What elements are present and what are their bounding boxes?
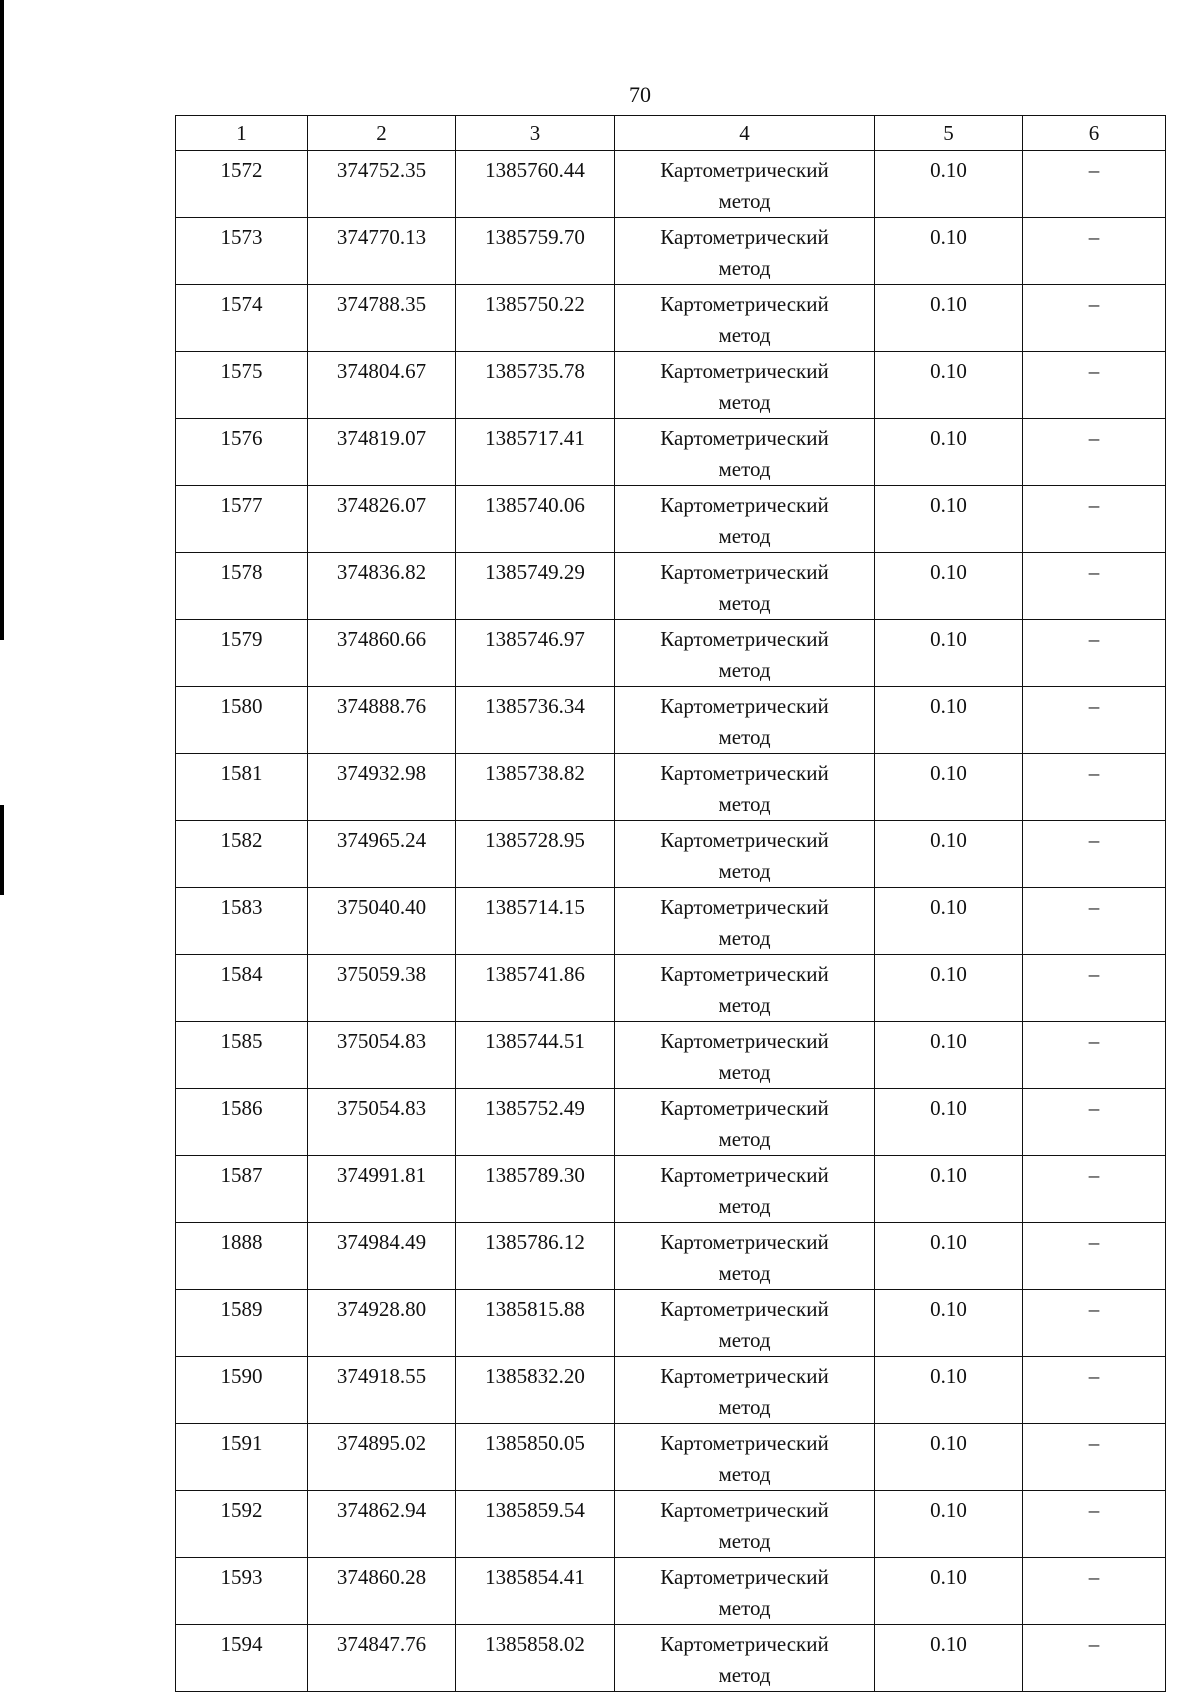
note-cell: –	[1023, 419, 1166, 486]
method-line-1: Картометрический	[660, 158, 829, 182]
table-row	[176, 1424, 1166, 1491]
table-row	[176, 1558, 1166, 1625]
accuracy-cell: 0.10	[875, 1022, 1023, 1089]
method-line-1: Картометрический	[660, 1565, 829, 1589]
x-coordinate-cell: 375059.38	[308, 955, 456, 1022]
method-line-1: Картометрический	[660, 761, 829, 785]
method-cell	[615, 1424, 875, 1491]
point-number-cell: 1576	[176, 419, 308, 486]
method-line-1: Картометрический	[660, 895, 829, 919]
x-coordinate-cell: 374804.67	[308, 352, 456, 419]
accuracy-cell: 0.10	[875, 1089, 1023, 1156]
method-cell	[615, 888, 875, 955]
method-line-1: Картометрический	[660, 1029, 829, 1053]
table-row	[176, 1357, 1166, 1424]
method-line-2: метод	[718, 1663, 771, 1687]
x-coordinate-cell: 374752.35	[308, 151, 456, 218]
x-coordinate-cell: 374932.98	[308, 754, 456, 821]
y-coordinate-cell: 1385815.88	[456, 1290, 615, 1357]
point-number-cell: 1585	[176, 1022, 308, 1089]
y-coordinate-cell: 1385858.02	[456, 1625, 615, 1692]
y-coordinate-cell: 1385850.05	[456, 1424, 615, 1491]
table-row	[176, 1290, 1166, 1357]
method-line-2: метод	[718, 1261, 771, 1285]
x-coordinate-cell: 374895.02	[308, 1424, 456, 1491]
point-number-cell: 1577	[176, 486, 308, 553]
note-cell: –	[1023, 285, 1166, 352]
column-header: 5	[875, 116, 1023, 151]
point-number-cell: 1574	[176, 285, 308, 352]
note-cell: –	[1023, 888, 1166, 955]
note-cell: –	[1023, 486, 1166, 553]
table-row	[176, 620, 1166, 687]
method-cell	[615, 754, 875, 821]
method-line-2: метод	[718, 390, 771, 414]
method-line-2: метод	[718, 591, 771, 615]
method-cell	[615, 1558, 875, 1625]
method-line-2: метод	[718, 1462, 771, 1486]
method-line-2: метод	[718, 189, 771, 213]
accuracy-cell: 0.10	[875, 888, 1023, 955]
method-line-2: метод	[718, 1596, 771, 1620]
accuracy-cell: 0.10	[875, 352, 1023, 419]
method-line-1: Картометрический	[660, 1163, 829, 1187]
table-row	[176, 821, 1166, 888]
method-cell	[615, 1625, 875, 1692]
point-number-cell: 1592	[176, 1491, 308, 1558]
method-line-2: метод	[718, 993, 771, 1017]
method-cell	[615, 821, 875, 888]
method-line-2: метод	[718, 457, 771, 481]
method-cell	[615, 955, 875, 1022]
x-coordinate-cell: 374862.94	[308, 1491, 456, 1558]
accuracy-cell: 0.10	[875, 821, 1023, 888]
accuracy-cell: 0.10	[875, 553, 1023, 620]
point-number-cell: 1579	[176, 620, 308, 687]
note-cell: –	[1023, 1491, 1166, 1558]
accuracy-cell: 0.10	[875, 218, 1023, 285]
accuracy-cell: 0.10	[875, 151, 1023, 218]
method-cell	[615, 285, 875, 352]
point-number-cell: 1591	[176, 1424, 308, 1491]
x-coordinate-cell: 375054.83	[308, 1022, 456, 1089]
point-number-cell: 1590	[176, 1357, 308, 1424]
y-coordinate-cell: 1385740.06	[456, 486, 615, 553]
accuracy-cell: 0.10	[875, 1357, 1023, 1424]
x-coordinate-cell: 375054.83	[308, 1089, 456, 1156]
y-coordinate-cell: 1385759.70	[456, 218, 615, 285]
table-header-row	[176, 116, 1166, 151]
y-coordinate-cell: 1385752.49	[456, 1089, 615, 1156]
y-coordinate-cell: 1385832.20	[456, 1357, 615, 1424]
method-line-1: Картометрический	[660, 962, 829, 986]
method-cell	[615, 151, 875, 218]
point-number-cell: 1581	[176, 754, 308, 821]
method-line-1: Картометрический	[660, 1431, 829, 1455]
note-cell: –	[1023, 1357, 1166, 1424]
x-coordinate-cell: 374770.13	[308, 218, 456, 285]
table-row	[176, 1491, 1166, 1558]
method-cell	[615, 1290, 875, 1357]
accuracy-cell: 0.10	[875, 687, 1023, 754]
note-cell: –	[1023, 352, 1166, 419]
x-coordinate-cell: 374826.07	[308, 486, 456, 553]
note-cell: –	[1023, 1022, 1166, 1089]
point-number-cell: 1580	[176, 687, 308, 754]
y-coordinate-cell: 1385760.44	[456, 151, 615, 218]
x-coordinate-cell: 374991.81	[308, 1156, 456, 1223]
method-cell	[615, 218, 875, 285]
method-line-1: Картометрический	[660, 225, 829, 249]
method-line-1: Картометрический	[660, 1096, 829, 1120]
point-number-cell: 1584	[176, 955, 308, 1022]
accuracy-cell: 0.10	[875, 1558, 1023, 1625]
column-header: 4	[615, 116, 875, 151]
column-header: 2	[308, 116, 456, 151]
y-coordinate-cell: 1385749.29	[456, 553, 615, 620]
point-number-cell: 1587	[176, 1156, 308, 1223]
accuracy-cell: 0.10	[875, 486, 1023, 553]
method-line-1: Картометрический	[660, 1364, 829, 1388]
note-cell: –	[1023, 754, 1166, 821]
point-number-cell: 1586	[176, 1089, 308, 1156]
y-coordinate-cell: 1385744.51	[456, 1022, 615, 1089]
x-coordinate-cell: 375040.40	[308, 888, 456, 955]
method-line-1: Картометрический	[660, 828, 829, 852]
note-cell: –	[1023, 1089, 1166, 1156]
y-coordinate-cell: 1385736.34	[456, 687, 615, 754]
method-line-2: метод	[718, 926, 771, 950]
x-coordinate-cell: 374847.76	[308, 1625, 456, 1692]
method-cell	[615, 1156, 875, 1223]
table-row	[176, 1022, 1166, 1089]
accuracy-cell: 0.10	[875, 1156, 1023, 1223]
note-cell: –	[1023, 218, 1166, 285]
method-line-1: Картометрический	[660, 560, 829, 584]
method-line-2: метод	[718, 859, 771, 883]
y-coordinate-cell: 1385859.54	[456, 1491, 615, 1558]
method-cell	[615, 1223, 875, 1290]
point-number-cell: 1594	[176, 1625, 308, 1692]
note-cell: –	[1023, 1290, 1166, 1357]
accuracy-cell: 0.10	[875, 285, 1023, 352]
method-line-1: Картометрический	[660, 1632, 829, 1656]
table-row	[176, 687, 1166, 754]
method-line-2: метод	[718, 323, 771, 347]
method-cell	[615, 620, 875, 687]
method-line-2: метод	[718, 1529, 771, 1553]
x-coordinate-cell: 374836.82	[308, 553, 456, 620]
method-cell	[615, 1089, 875, 1156]
point-number-cell: 1572	[176, 151, 308, 218]
y-coordinate-cell: 1385714.15	[456, 888, 615, 955]
point-number-cell: 1582	[176, 821, 308, 888]
table-row	[176, 352, 1166, 419]
column-header: 6	[1023, 116, 1166, 151]
accuracy-cell: 0.10	[875, 754, 1023, 821]
coordinates-table	[175, 115, 1166, 1692]
note-cell: –	[1023, 1424, 1166, 1491]
x-coordinate-cell: 374788.35	[308, 285, 456, 352]
x-coordinate-cell: 374860.28	[308, 1558, 456, 1625]
note-cell: –	[1023, 1558, 1166, 1625]
point-number-cell: 1583	[176, 888, 308, 955]
note-cell: –	[1023, 1223, 1166, 1290]
method-line-2: метод	[718, 725, 771, 749]
table-row	[176, 1625, 1166, 1692]
table-row	[176, 754, 1166, 821]
table-row	[176, 151, 1166, 218]
y-coordinate-cell: 1385717.41	[456, 419, 615, 486]
scan-edge-mark	[0, 805, 4, 895]
y-coordinate-cell: 1385728.95	[456, 821, 615, 888]
method-line-1: Картометрический	[660, 426, 829, 450]
method-cell	[615, 687, 875, 754]
accuracy-cell: 0.10	[875, 1223, 1023, 1290]
table-row	[176, 553, 1166, 620]
table-row	[176, 285, 1166, 352]
accuracy-cell: 0.10	[875, 1290, 1023, 1357]
method-cell	[615, 1357, 875, 1424]
accuracy-cell: 0.10	[875, 620, 1023, 687]
method-line-2: метод	[718, 792, 771, 816]
point-number-cell: 1589	[176, 1290, 308, 1357]
y-coordinate-cell: 1385786.12	[456, 1223, 615, 1290]
method-line-1: Картометрический	[660, 359, 829, 383]
method-line-2: метод	[718, 1127, 771, 1151]
table-row	[176, 1089, 1166, 1156]
method-line-1: Картометрический	[660, 292, 829, 316]
method-line-1: Картометрический	[660, 1297, 829, 1321]
point-number-cell: 1593	[176, 1558, 308, 1625]
table-row	[176, 486, 1166, 553]
method-line-1: Картометрический	[660, 1230, 829, 1254]
accuracy-cell: 0.10	[875, 1424, 1023, 1491]
note-cell: –	[1023, 1156, 1166, 1223]
x-coordinate-cell: 374984.49	[308, 1223, 456, 1290]
method-line-2: метод	[718, 1060, 771, 1084]
note-cell: –	[1023, 620, 1166, 687]
method-line-2: метод	[718, 1328, 771, 1352]
y-coordinate-cell: 1385741.86	[456, 955, 615, 1022]
note-cell: –	[1023, 821, 1166, 888]
y-coordinate-cell: 1385750.22	[456, 285, 615, 352]
note-cell: –	[1023, 1625, 1166, 1692]
table-row	[176, 419, 1166, 486]
point-number-cell: 1575	[176, 352, 308, 419]
method-cell	[615, 419, 875, 486]
y-coordinate-cell: 1385735.78	[456, 352, 615, 419]
column-header: 1	[176, 116, 308, 151]
x-coordinate-cell: 374928.80	[308, 1290, 456, 1357]
method-cell	[615, 553, 875, 620]
accuracy-cell: 0.10	[875, 955, 1023, 1022]
method-cell	[615, 486, 875, 553]
note-cell: –	[1023, 955, 1166, 1022]
y-coordinate-cell: 1385854.41	[456, 1558, 615, 1625]
point-number-cell: 1578	[176, 553, 308, 620]
y-coordinate-cell: 1385789.30	[456, 1156, 615, 1223]
column-header: 3	[456, 116, 615, 151]
x-coordinate-cell: 374860.66	[308, 620, 456, 687]
method-line-2: метод	[718, 1194, 771, 1218]
accuracy-cell: 0.10	[875, 1491, 1023, 1558]
table-row	[176, 888, 1166, 955]
x-coordinate-cell: 374918.55	[308, 1357, 456, 1424]
note-cell: –	[1023, 553, 1166, 620]
method-cell	[615, 352, 875, 419]
table-row	[176, 1223, 1166, 1290]
accuracy-cell: 0.10	[875, 1625, 1023, 1692]
y-coordinate-cell: 1385746.97	[456, 620, 615, 687]
method-line-2: метод	[718, 658, 771, 682]
method-line-1: Картометрический	[660, 694, 829, 718]
method-line-1: Картометрический	[660, 493, 829, 517]
table-row	[176, 955, 1166, 1022]
method-cell	[615, 1022, 875, 1089]
table-row	[176, 1156, 1166, 1223]
point-number-cell: 1888	[176, 1223, 308, 1290]
x-coordinate-cell: 374965.24	[308, 821, 456, 888]
method-line-2: метод	[718, 256, 771, 280]
method-cell	[615, 1491, 875, 1558]
point-number-cell: 1573	[176, 218, 308, 285]
x-coordinate-cell: 374888.76	[308, 687, 456, 754]
y-coordinate-cell: 1385738.82	[456, 754, 615, 821]
method-line-2: метод	[718, 524, 771, 548]
method-line-1: Картометрический	[660, 627, 829, 651]
note-cell: –	[1023, 687, 1166, 754]
table-row	[176, 218, 1166, 285]
x-coordinate-cell: 374819.07	[308, 419, 456, 486]
note-cell: –	[1023, 151, 1166, 218]
page-number: 70	[629, 82, 651, 107]
accuracy-cell: 0.10	[875, 419, 1023, 486]
method-line-1: Картометрический	[660, 1498, 829, 1522]
method-line-2: метод	[718, 1395, 771, 1419]
